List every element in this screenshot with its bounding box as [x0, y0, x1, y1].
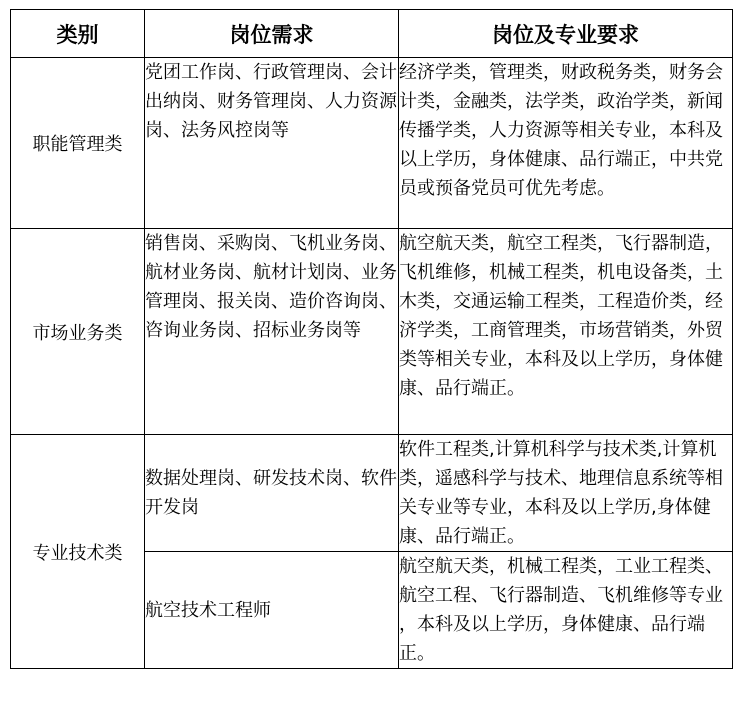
requirements-table [10, 9, 733, 669]
category-cell: 职能管理类 [11, 58, 145, 229]
header-category: 类别 [11, 10, 145, 58]
table-row [11, 229, 733, 435]
requirements-cell: 航空航天类，机械工程类，工业工程类、航空工程、飞行器制造、飞机维修等专业 ，本科及以上学历，身体健康、品行端正。 [399, 552, 733, 669]
requirements-cell: 航空航天类，航空工程类，飞行器制造，飞机维修，机械工程类，机电设备类，土木类，交通运输工程类，工程造价类，经济学类，工商管理类，市场营销类，外贸类等相关专业，本科及以上学历，身体健康、品行端正。 [399, 229, 733, 435]
table-row [11, 435, 733, 552]
positions-cell: 数据处理岗、研发技术岗、软件开发岗 [145, 435, 399, 552]
header-requirements: 岗位及专业要求 [399, 10, 733, 58]
positions-cell: 党团工作岗、行政管理岗、会计出纳岗、财务管理岗、人力资源岗、法务风控岗等 [145, 58, 399, 229]
category-cell: 专业技术类 [11, 435, 145, 669]
category-cell: 市场业务类 [11, 229, 145, 435]
positions-cell: 销售岗、采购岗、飞机业务岗、航材业务岗、航材计划岗、业务管理岗、报关岗、造价咨询岗、咨询业务岗、招标业务岗等 [145, 229, 399, 435]
header-positions: 岗位需求 [145, 10, 399, 58]
requirements-cell: 经济学类，管理类，财政税务类，财务会计类，金融类，法学类，政治学类，新闻传播学类，人力资源等相关专业，本科及以上学历，身体健康、品行端正，中共党员或预备党员可优先考虑。 [399, 58, 733, 229]
table-row [11, 58, 733, 229]
header-row [11, 10, 733, 58]
positions-cell: 航空技术工程师 [145, 552, 399, 669]
requirements-cell: 软件工程类,计算机科学与技术类,计算机类，遥感科学与技术、地理信息系统等相关专业等专业，本科及以上学历,身体健康、品行端正。 [399, 435, 733, 552]
